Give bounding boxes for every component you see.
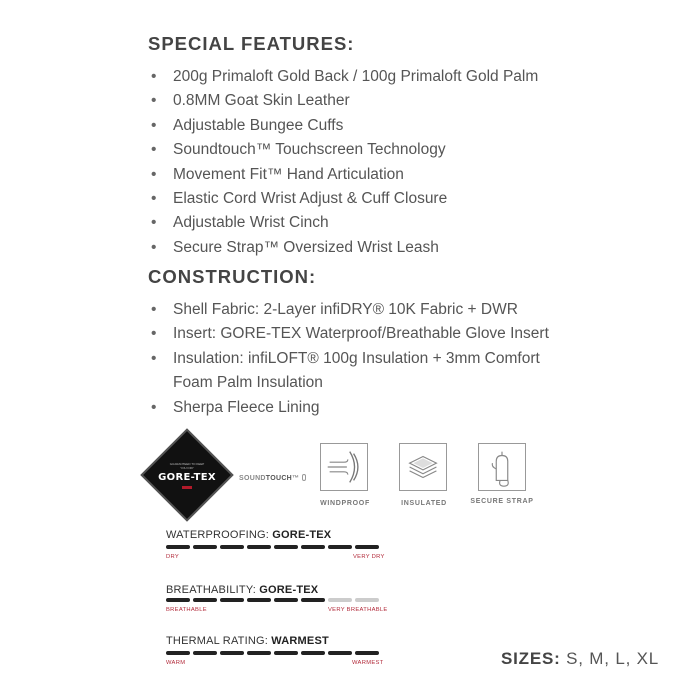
rating-segment-filled (193, 598, 217, 602)
list-item: • Shell Fabric: 2-Layer infiDRY® 10K Fabric + DWR (148, 298, 568, 322)
soundtouch-logo (239, 474, 306, 482)
rating-segment-filled (274, 545, 298, 549)
rating-high-label: VERY BREATHABLE (328, 607, 388, 613)
soundtouch-suffix: ™ (292, 475, 300, 482)
sizes-values: S, M, L, XL (566, 649, 660, 668)
list-item: • Secure Strap™ Oversized Wrist Leash (148, 236, 608, 260)
special-features-heading: SPECIAL FEATURES: (148, 33, 355, 54)
rating-segment-filled (355, 651, 379, 655)
rating-segment-filled (166, 545, 190, 549)
rating-low-label: WARM (166, 660, 186, 666)
rating-segment-filled (247, 598, 271, 602)
rating-segment-filled (220, 651, 244, 655)
touch-finger-icon (302, 474, 306, 481)
rating-high-label: VERY DRY (353, 554, 385, 560)
rating-segment-empty (328, 598, 352, 602)
rating-segment-filled (247, 545, 271, 549)
rating-segment-filled (193, 651, 217, 655)
special-features-list (148, 65, 608, 260)
soundtouch-label-b: TOUCH (265, 475, 293, 482)
list-item: • Soundtouch™ Touchscreen Technology (148, 138, 608, 162)
list-item: • Insert: GORE-TEX Waterproof/Breathable Glove Insert (148, 322, 568, 346)
list-item: • Adjustable Bungee Cuffs (148, 114, 608, 138)
rating-segment-empty (355, 598, 379, 602)
thermal-title (166, 635, 329, 647)
rating-high-label: WARMEST (352, 660, 384, 666)
secure-strap-icon (478, 443, 526, 491)
waterproofing-title (166, 529, 331, 541)
insulated-label: INSULATED (401, 500, 447, 507)
list-item: • Movement Fit™ Hand Articulation (148, 163, 608, 187)
rating-segment-filled (274, 651, 298, 655)
list-item: • Adjustable Wrist Cinch (148, 211, 608, 235)
construction-heading: CONSTRUCTION: (148, 266, 317, 287)
rating-segment-filled (166, 598, 190, 602)
goretex-label: GORE-TEX (158, 471, 216, 483)
thermal-bar (166, 651, 382, 655)
breathability-bar (166, 598, 382, 602)
rating-segment-filled (220, 598, 244, 602)
rating-segment-filled (328, 651, 352, 655)
windproof-label: WINDPROOF (320, 500, 370, 507)
rating-segment-filled (274, 598, 298, 602)
rating-value: WARMEST (271, 635, 329, 647)
construction-list (148, 298, 568, 420)
rating-segment-filled (301, 545, 325, 549)
windproof-icon (320, 443, 368, 491)
waterproofing-bar (166, 545, 382, 549)
rating-segment-filled (247, 651, 271, 655)
rating-label: BREATHABILITY: (166, 584, 257, 596)
list-item: • Insulation: infiLOFT® 100g Insulation + 3mm Comfort Foam Palm Insulation (148, 347, 568, 396)
goretex-logo (154, 442, 220, 508)
sizes (501, 649, 659, 669)
breathability-title (166, 584, 318, 596)
rating-low-label: DRY (166, 554, 180, 560)
rating-segment-filled (193, 545, 217, 549)
rating-label: THERMAL RATING: (166, 635, 269, 647)
rating-value: GORE-TEX (259, 584, 319, 596)
list-item: • Sherpa Fleece Lining (148, 396, 568, 420)
list-item: • 200g Primaloft Gold Back / 100g Primaloft Gold Palm (148, 65, 608, 89)
rating-segment-filled (301, 651, 325, 655)
list-item: • 0.8MM Goat Skin Leather (148, 89, 608, 113)
sizes-label: SIZES: (501, 649, 561, 668)
goretex-fine-print: GUARANTEED TO KEEP YOU DRY (169, 461, 205, 470)
insulated-icon (399, 443, 447, 491)
rating-segment-filled (166, 651, 190, 655)
rating-label: WATERPROOFING: (166, 529, 270, 541)
rating-low-label: BREATHABLE (166, 607, 207, 613)
goretex-mark-icon (182, 486, 192, 489)
rating-segment-filled (328, 545, 352, 549)
secure-strap-label: SECURE STRAP (470, 498, 534, 505)
rating-segment-filled (220, 545, 244, 549)
rating-segment-filled (301, 598, 325, 602)
rating-value: GORE-TEX (272, 529, 332, 541)
list-item: • Elastic Cord Wrist Adjust & Cuff Closure (148, 187, 608, 211)
soundtouch-label-a: SOUND (239, 475, 266, 482)
rating-segment-filled (355, 545, 379, 549)
